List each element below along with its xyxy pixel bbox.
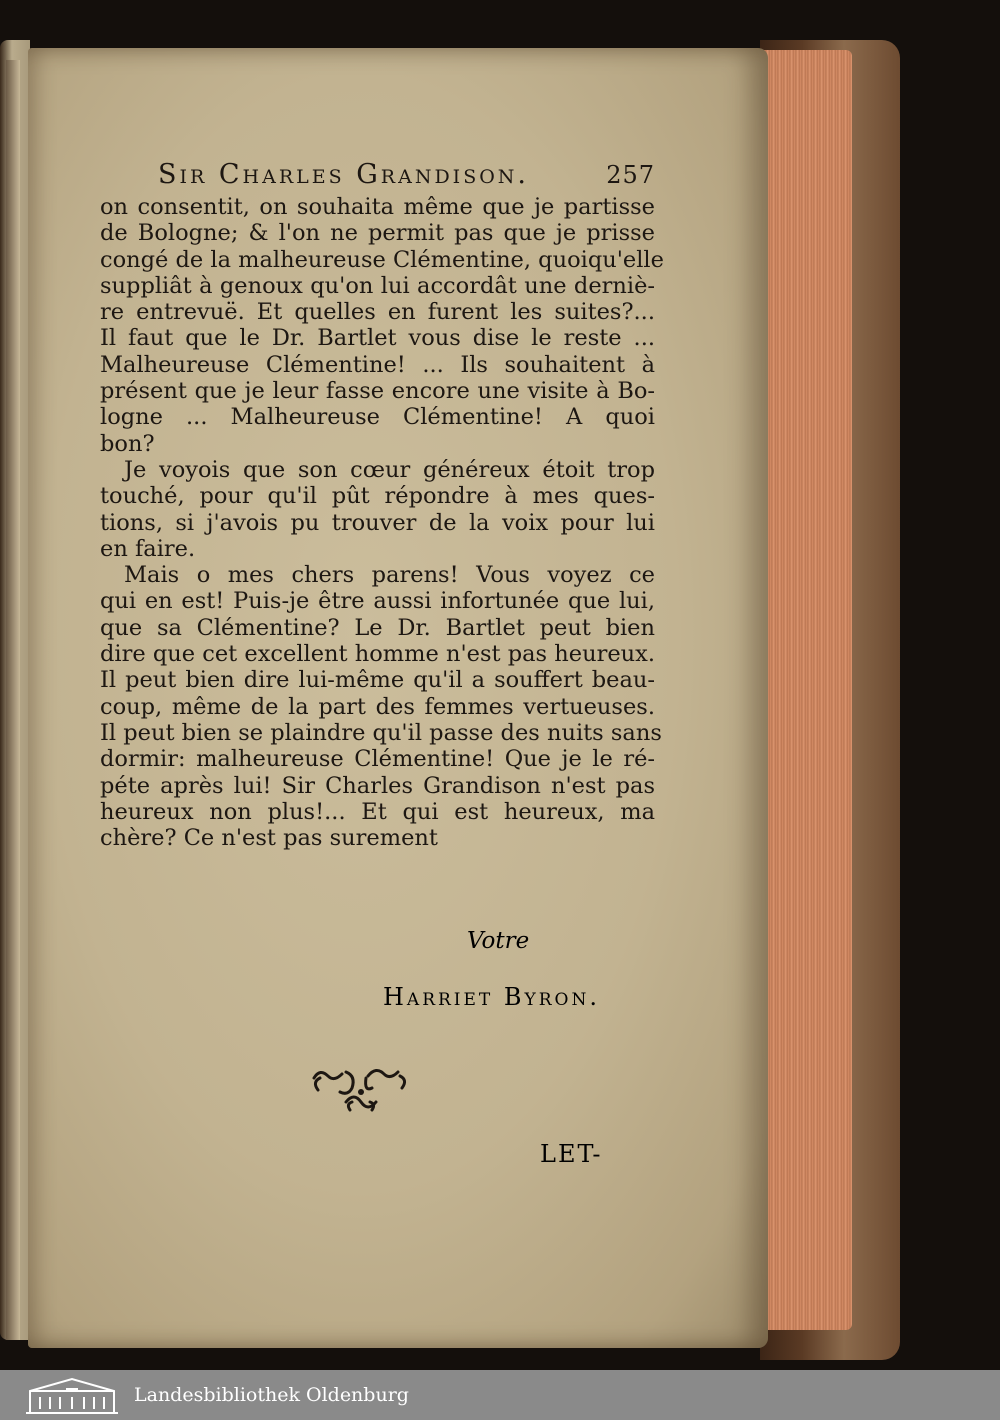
page-text-block [100, 159, 664, 852]
library-name: Landesbibliothek Oldenburg [134, 1384, 409, 1406]
text-line: bon? [100, 430, 155, 457]
text-line: dormir: malheureuse Clémentine! Que je le ré- [100, 746, 655, 773]
text-line: en faire. [100, 535, 196, 562]
printer-ornament-icon [306, 1058, 416, 1118]
text-line: on consentit, on souhaita même que je partisse [100, 194, 655, 220]
text-line: touché, pour qu'il pût répondre à mes ques- [100, 483, 655, 510]
text-line: péte après lui! Sir Charles Grandison n'est pas [100, 772, 655, 799]
body-text [100, 194, 664, 852]
text-line: coup, même de la part des femmes vertueuses. [100, 693, 655, 720]
running-head [158, 160, 655, 190]
text-line: Il faut que le Dr. Bartlet vous dise le reste ... [100, 325, 655, 352]
text-line: que sa Clémentine? Le Dr. Bartlet peut bien [100, 614, 655, 641]
book-page [28, 48, 768, 1348]
text-line: Il peut bien se plaindre qu'il passe des nuits sans [100, 719, 662, 746]
running-head-title: Sir Charles Grandison. [158, 159, 529, 190]
library-footer [0, 1370, 1000, 1420]
text-line: Il peut bien dire lui-même qu'il a souffert beau- [100, 667, 655, 694]
text-line: dire que cet excellent homme n'est pas heureux. [100, 641, 655, 668]
text-line: re entrevuë. Et quelles en furent les suites?... [100, 299, 655, 326]
page-edges [760, 50, 852, 1330]
text-line: présent que je leur fasse encore une visite à Bo- [100, 378, 655, 405]
text-line: suppliât à genoux qu'on lui accordât une derniè- [100, 272, 655, 299]
text-line: Mais o mes chers parens! Vous voyez ce [124, 562, 655, 589]
text-line: qui en est! Puis-je être aussi infortunée que lui, [100, 588, 655, 615]
letter-closing: Votre [467, 928, 530, 954]
previous-page-edge-inner [6, 60, 20, 1340]
text-line: congé de la malheureuse Clémentine, quoiqu'elle [100, 246, 664, 273]
library-building-icon [22, 1375, 122, 1415]
letter-signature: Harriet Byron. [383, 983, 600, 1011]
text-line: Je voyois que son cœur généreux étoit trop [124, 456, 655, 483]
text-line: chère? Ce n'est pas surement [100, 825, 438, 852]
text-line: logne ... Malheureuse Clémentine! A quoi [100, 404, 655, 431]
text-line: heureux non plus!... Et qui est heureux, ma [100, 798, 655, 825]
page-number: 257 [606, 161, 655, 189]
catchword: LET- [540, 1140, 603, 1168]
text-line: de Bologne; & l'on ne permit pas que je prisse [100, 220, 655, 247]
text-line: tions, si j'avois pu trouver de la voix pour lui [100, 509, 655, 536]
text-line: Malheureuse Clémentine! ... Ils souhaitent à [100, 351, 655, 378]
